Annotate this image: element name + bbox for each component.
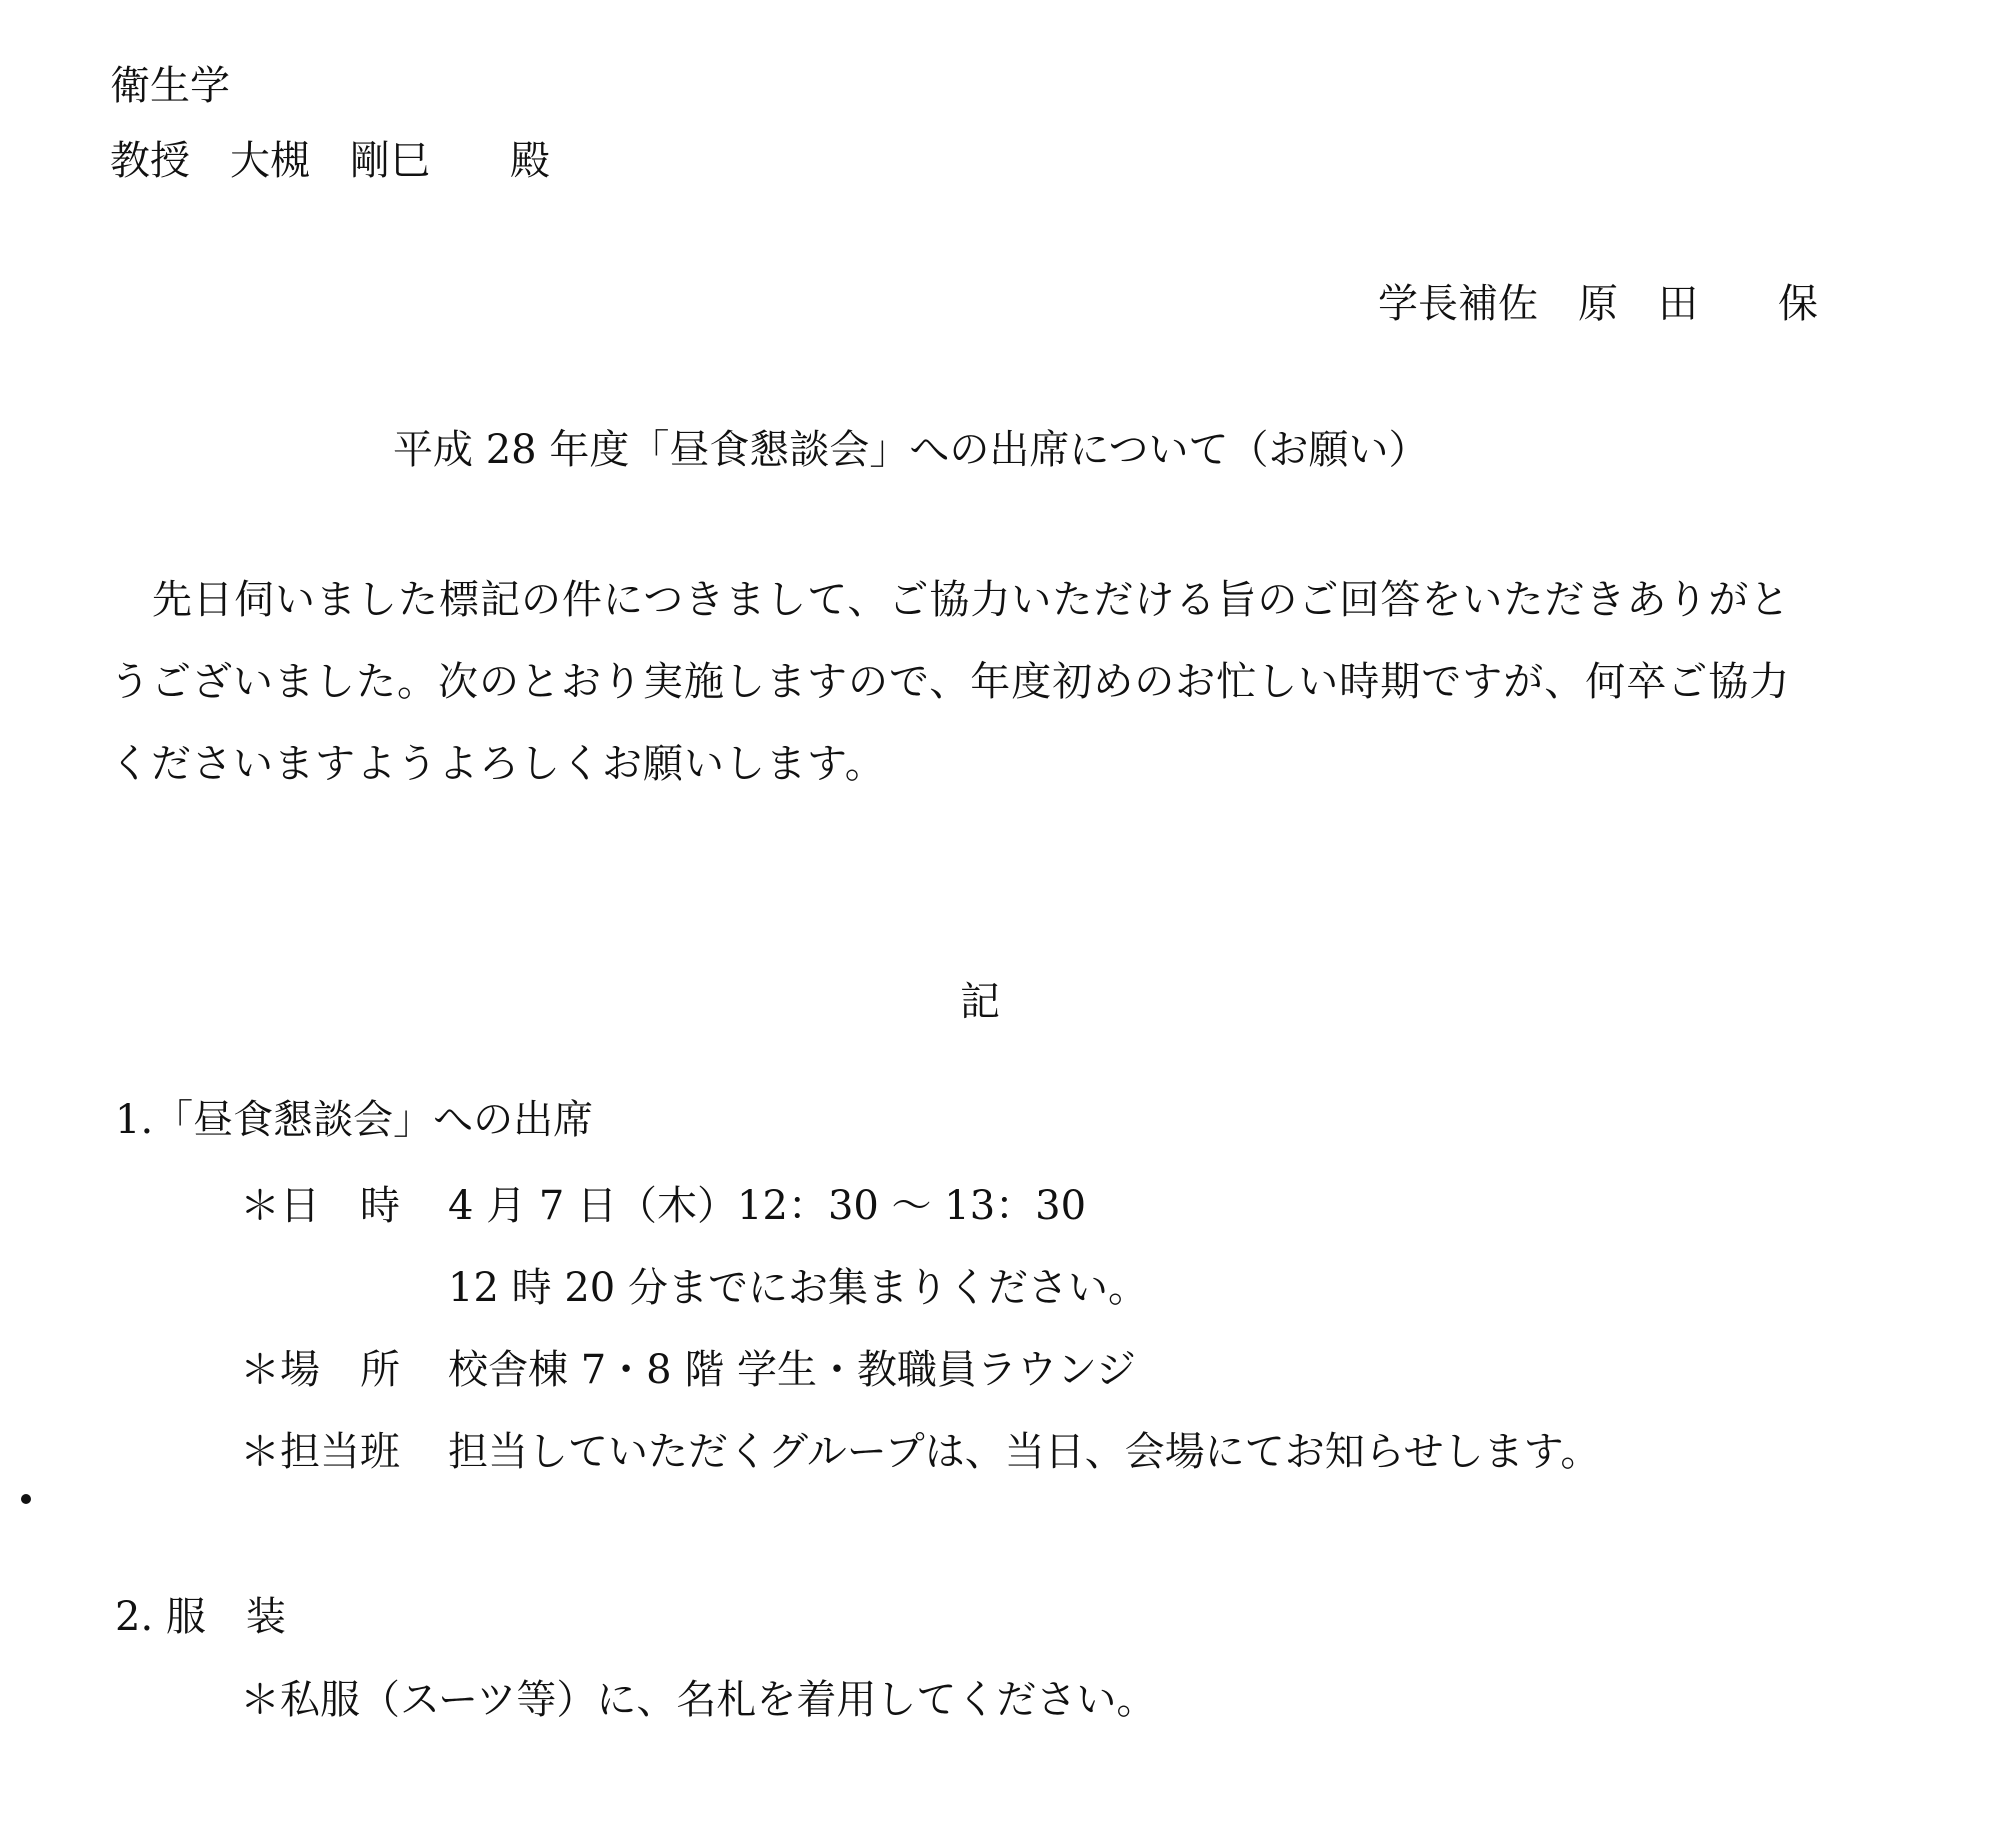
group-label: ＊担当班	[240, 1429, 400, 1475]
document-title: 平成 28 年度「昼食懇談会」への出席について（お願い）	[393, 427, 1429, 473]
addressee-department: 衛生学	[110, 63, 230, 109]
datetime-label: ＊日 時	[240, 1183, 400, 1229]
stray-dot-mark	[21, 1494, 31, 1504]
dress-code-note: ＊私服（スーツ等）に、名札を着用してください。	[240, 1677, 1157, 1723]
place-value: 校舎棟 7・8 階 学生・教職員ラウンジ	[448, 1347, 1137, 1393]
datetime-value: 4 月 7 日（木）12：30 ～ 13：30	[448, 1183, 1087, 1229]
body-line-3: くださいますようよろしくお願いします。	[110, 741, 886, 787]
place-label: ＊場 所	[240, 1347, 400, 1393]
body-line-1: 先日伺いました標記の件につきまして、ご協力いただける旨のご回答をいただきありがと	[152, 577, 1791, 623]
group-value: 担当していただくグループは、当日、会場にてお知らせします。	[448, 1429, 1601, 1475]
section-2-heading: 2. 服 装	[115, 1594, 286, 1640]
ki-heading: 記	[960, 979, 1000, 1025]
body-line-2: うございました。次のとおり実施しますので、年度初めのお忙しい時期ですが、何卒ご協力	[110, 659, 1791, 705]
datetime-note: 12 時 20 分までにお集まりください。	[448, 1265, 1148, 1311]
section-1-heading: 1.「昼食懇談会」への出席	[115, 1097, 594, 1143]
sender: 学長補佐 原 田 保	[1378, 281, 1818, 327]
addressee-name: 教授 大槻 剛巳 殿	[110, 138, 550, 184]
